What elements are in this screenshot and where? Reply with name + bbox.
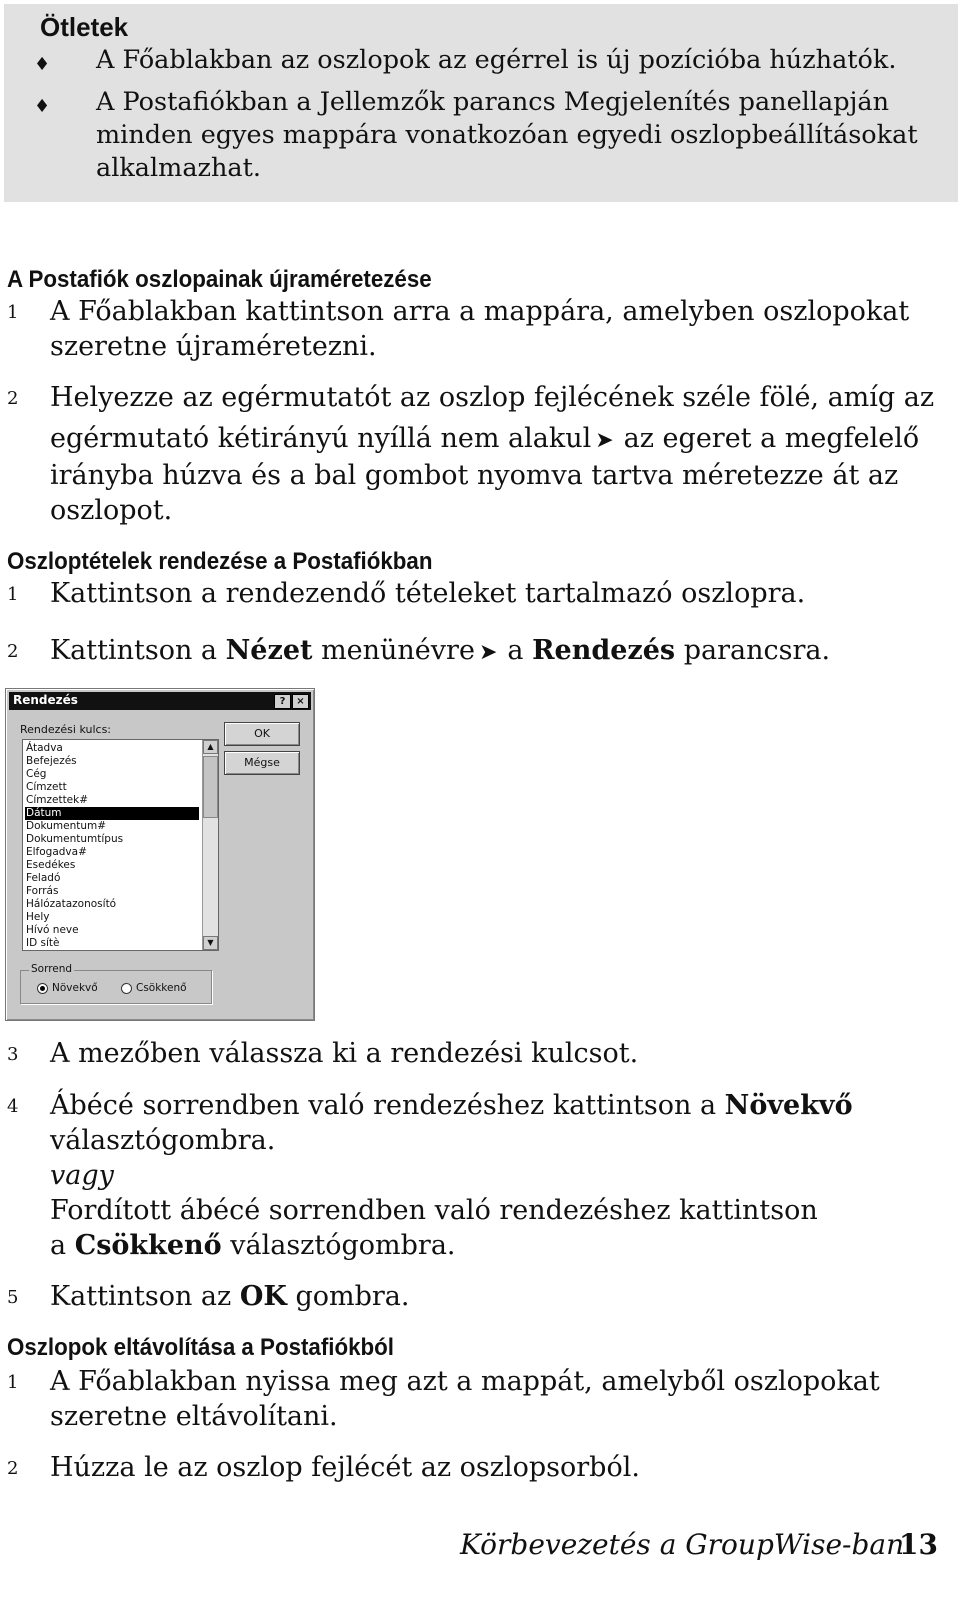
scroll-down-icon[interactable]: ▼ [203, 936, 218, 950]
step-number: 2 [7, 641, 19, 662]
step-text: Kattintson a rendezendő tételeket tartalmazó oszlopra. [50, 578, 806, 609]
sort-key-label: Rendezési kulcs: [20, 723, 112, 736]
sort-key-listbox[interactable] [22, 739, 219, 951]
dialog-title: Rendezés [13, 693, 78, 707]
cancel-button[interactable]: Mégse [224, 751, 300, 775]
section-heading-remove: Oszlopok eltávolítása a Postafiókból [7, 1334, 394, 1361]
sort-key-item[interactable]: Dátum [25, 807, 199, 820]
sort-key-item[interactable]: Elfogadva# [26, 846, 87, 858]
sort-key-list[interactable] [25, 742, 199, 950]
step-text: Ábécé sorrendben való rendezéshez kattintson a Növekvő választógombra. vagy Fordított ábécé sorrendben való rendezéshez kattintson a Csökkenő választógombra. [50, 1090, 853, 1261]
arrow-right-icon: ➤ [595, 428, 614, 453]
step-text: Kattintson a Nézet menünévre ➤ a Rendezés parancsra. [50, 633, 940, 670]
section-heading-resize: A Postafiók oszlopainak újraméretezése [7, 266, 432, 293]
step-number: 2 [7, 388, 19, 409]
page-number: 13 [899, 1528, 938, 1561]
descending-radio[interactable]: Csökkenő [121, 982, 187, 994]
sort-key-item[interactable]: Hívó neve [26, 924, 79, 936]
step-text: A mezőben válassza ki a rendezési kulcsot. [50, 1038, 639, 1069]
arrow-right-icon: ➤ [478, 640, 498, 665]
tips-box [4, 4, 958, 202]
page-footer-title: Körbevezetés a GroupWise-ban [460, 1528, 905, 1561]
sort-key-item[interactable]: Befejezés [26, 755, 77, 767]
step-number: 1 [7, 302, 19, 323]
step-number: 5 [7, 1287, 19, 1308]
ok-button[interactable]: OK [224, 722, 300, 746]
listbox-scrollbar[interactable] [202, 740, 218, 950]
step-number: 1 [7, 584, 19, 605]
tips-title: Ötletek [40, 12, 129, 42]
sort-key-item[interactable]: Feladó [26, 872, 61, 884]
sort-key-item[interactable]: Címzett [26, 781, 67, 793]
step-number: 4 [7, 1096, 19, 1117]
scroll-thumb[interactable] [203, 756, 218, 818]
ascending-radio[interactable]: Növekvő [37, 982, 98, 994]
sort-key-item[interactable]: Esedékes [26, 859, 76, 871]
step-text: A Főablakban nyissa meg azt a mappát, amelyből oszlopokat szeretne eltávolítani. [50, 1366, 880, 1432]
radio-selected-icon[interactable] [37, 983, 48, 994]
sort-dialog [5, 688, 315, 1021]
tip-item-2: A Postafiókban a Jellemzők parancs Megjelenítés panellapján minden egyes mappára vonatkozóan egyedi oszlopbeállításokat alkalmazhat. [96, 87, 918, 183]
step-text: Húzza le az oszlop fejlécét az oszlopsorból. [50, 1452, 640, 1483]
help-button[interactable]: ? [274, 694, 291, 709]
step-number: 3 [7, 1044, 19, 1065]
sort-key-item[interactable]: Forrás [26, 885, 59, 897]
step-text: Helyezze az egérmutatót az oszlop fejlécének széle fölé, amíg az egérmutató kétirányú nyíllá nem alakul ➤ az egeret a megfelelő irányba húzva és a bal gombot nyomva tartva méretezze át az oszlopot. [50, 382, 935, 526]
step-text: A Főablakban kattintson arra a mappára, amelyben oszlopokat szeretne újraméretezni. [50, 296, 910, 362]
sort-key-item[interactable]: Dokumentum# [26, 820, 107, 832]
sort-key-item[interactable]: Cég [26, 768, 47, 780]
order-group [20, 963, 212, 1004]
sort-key-item[interactable]: Hálózatazonosító [26, 898, 117, 910]
dialog-titlebar [9, 692, 311, 710]
step-number: 1 [7, 1372, 19, 1393]
section-heading-sort: Oszloptételek rendezése a Postafiókban [7, 548, 433, 575]
scroll-up-icon[interactable]: ▲ [203, 740, 218, 754]
sort-key-item[interactable]: ID sítè [26, 937, 60, 949]
step-number: 2 [7, 1458, 19, 1479]
diamond-bullet-icon: ♦ [34, 96, 51, 117]
sort-key-item[interactable]: Dokumentumtípus [26, 833, 124, 845]
sort-key-item[interactable]: Hely [26, 911, 50, 923]
radio-empty-icon[interactable] [121, 983, 132, 994]
diamond-bullet-icon: ♦ [34, 54, 51, 75]
sort-key-item[interactable]: Címzettek# [26, 794, 89, 806]
close-button[interactable]: × [292, 694, 309, 709]
order-group-title: Sorrend [31, 963, 73, 975]
sort-key-item[interactable]: Átadva [26, 742, 63, 754]
step-text: Kattintson az OK gombra. [50, 1281, 410, 1312]
tip-item-1: A Főablakban az oszlopok az egérrel is új pozícióba húzhatók. [96, 45, 897, 75]
